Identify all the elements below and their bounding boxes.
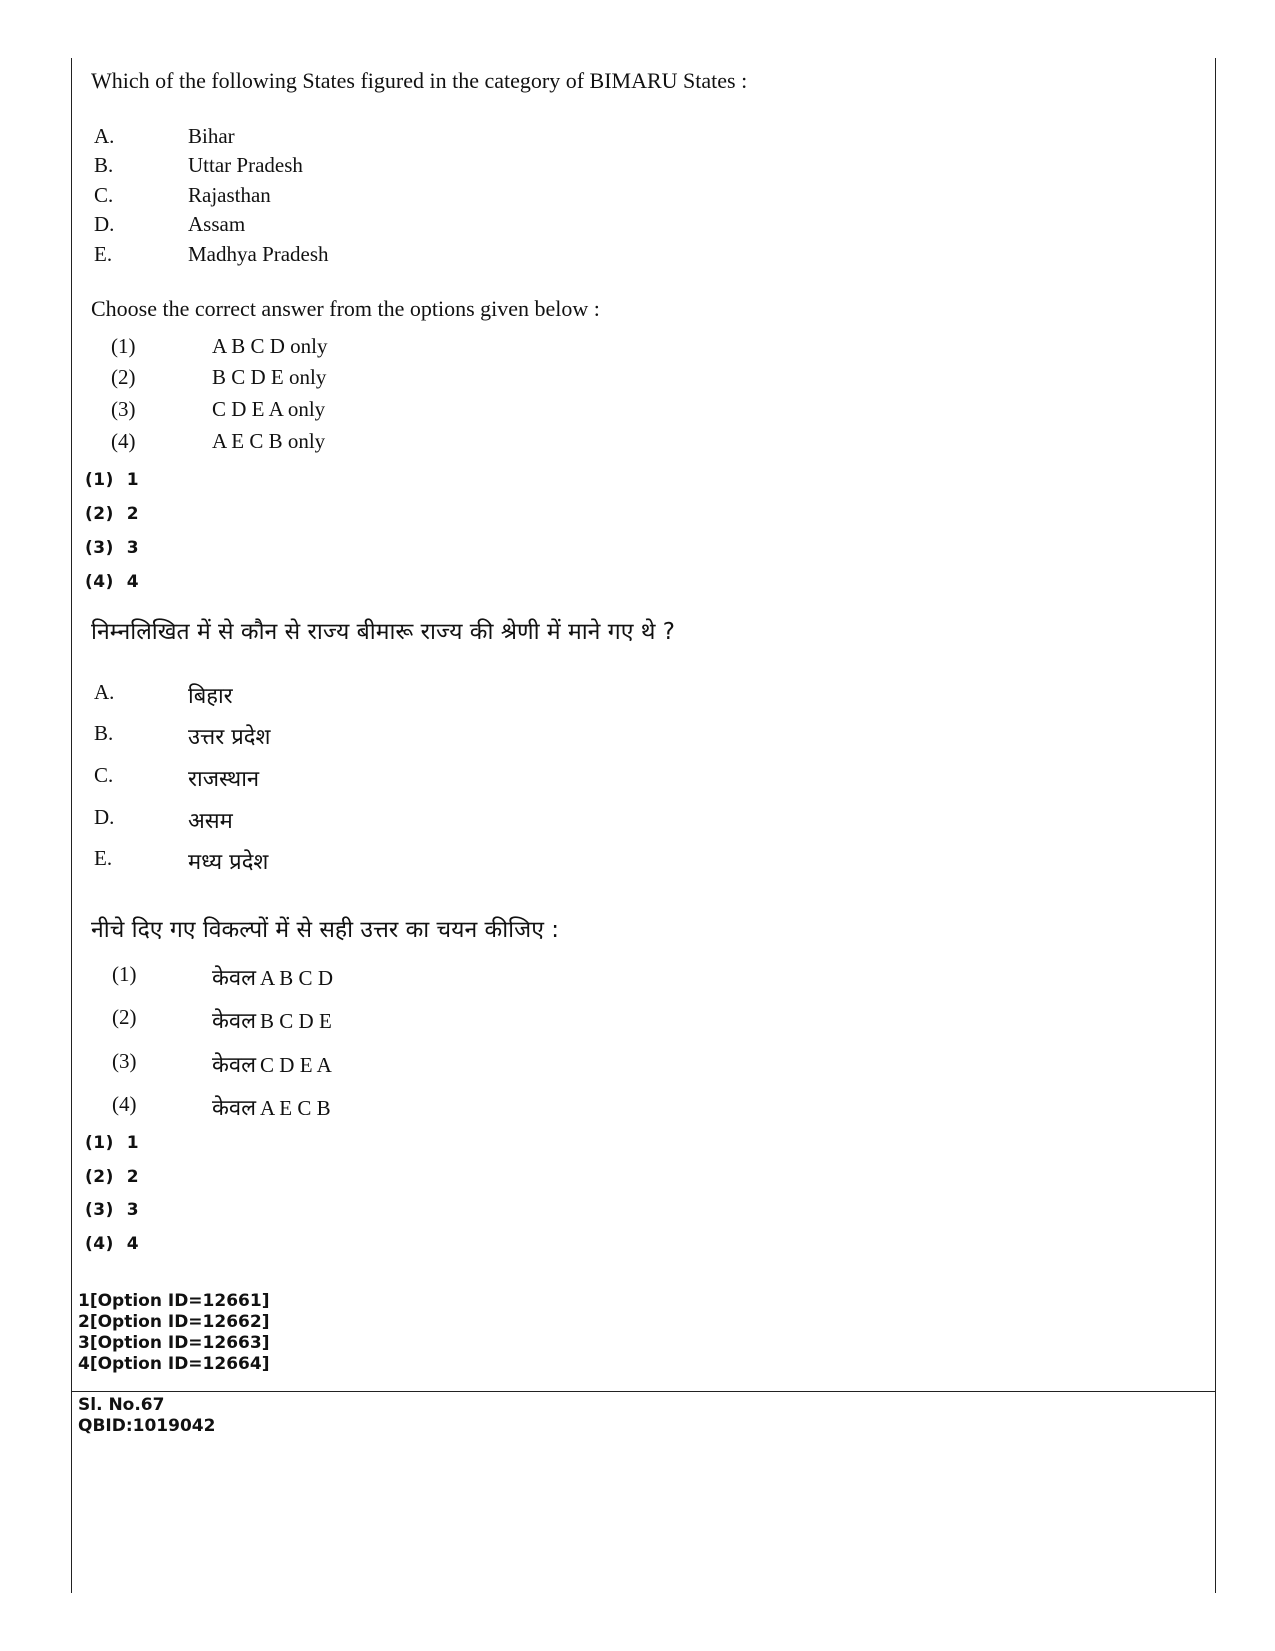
- question-text-hindi: निम्नलिखित में से कौन से राज्य बीमारू राज्य की श्रेणी में माने गए थे ?: [91, 619, 675, 645]
- answer-value: 4: [126, 1234, 140, 1254]
- statement-label: E.: [94, 242, 113, 266]
- statement-text: Uttar Pradesh: [188, 153, 303, 177]
- choice-text: A E C B only: [212, 429, 326, 453]
- statement-text: Bihar: [188, 124, 235, 148]
- choice-text: C D E A only: [212, 397, 326, 421]
- answer-value: 3: [126, 1200, 140, 1220]
- statement-text: बिहार: [188, 684, 233, 709]
- choice-text: B C D E only: [212, 365, 327, 389]
- choice-number: (2): [111, 365, 136, 389]
- choice-text: [212, 962, 333, 992]
- answer-option[interactable]: [85, 470, 139, 490]
- answer-number: (3): [85, 538, 114, 558]
- answer-number: (3): [85, 1200, 114, 1220]
- choice-text: [212, 1049, 332, 1079]
- choice-number: (1): [112, 962, 137, 986]
- choice-letters: C D E A: [260, 1053, 332, 1077]
- answer-option[interactable]: [85, 1133, 139, 1153]
- answer-number: (4): [85, 1234, 114, 1254]
- choice-number: (3): [111, 397, 136, 421]
- instruction-hindi: नीचे दिए गए विकल्पों में से सही उत्तर का चयन कीजिए :: [91, 917, 559, 943]
- choice-letters: A E C B: [260, 1096, 331, 1120]
- choice-prefix: केवल: [212, 1053, 257, 1078]
- statement-text: मध्य प्रदेश: [188, 850, 269, 875]
- answer-value: 2: [126, 1167, 140, 1187]
- answer-value: 1: [126, 470, 140, 490]
- answer-option[interactable]: [85, 1234, 139, 1254]
- choice-prefix: केवल: [212, 1009, 257, 1034]
- choice-number: (1): [111, 334, 136, 358]
- choice-text: [212, 1092, 331, 1122]
- choice-number: (4): [112, 1092, 137, 1116]
- next-question-header: [78, 1395, 215, 1437]
- statement-label: B.: [94, 153, 114, 177]
- choice-prefix: केवल: [212, 1096, 257, 1121]
- statement-text: राजस्थान: [188, 767, 260, 792]
- choice-number: (3): [112, 1049, 137, 1073]
- answer-number: (2): [85, 504, 114, 524]
- choice-text: A B C D only: [212, 334, 328, 358]
- choice-number: (4): [111, 429, 136, 453]
- answer-option[interactable]: [85, 572, 139, 592]
- left-border: [71, 58, 72, 1593]
- answer-option[interactable]: [85, 504, 139, 524]
- choice-text: [212, 1005, 332, 1035]
- statement-label: C.: [94, 763, 114, 787]
- choice-letters: B C D E: [260, 1009, 332, 1033]
- statement-text: Rajasthan: [188, 183, 271, 207]
- answer-option[interactable]: [85, 538, 139, 558]
- option-id-line: 1[Option ID=12661]: [78, 1291, 270, 1311]
- answer-value: 4: [126, 572, 140, 592]
- statement-label: C.: [94, 183, 114, 207]
- statement-label: D.: [94, 212, 115, 236]
- answer-option[interactable]: [85, 1200, 139, 1220]
- statement-text: Assam: [188, 212, 246, 236]
- right-border: [1215, 58, 1216, 1593]
- choice-number: (2): [112, 1005, 137, 1029]
- statement-text: असम: [188, 809, 233, 834]
- statement-text: Madhya Pradesh: [188, 242, 329, 266]
- instruction-english: Choose the correct answer from the options given below :: [91, 296, 600, 321]
- answer-value: 3: [126, 538, 140, 558]
- statement-label: B.: [94, 721, 114, 745]
- option-id-line: 3[Option ID=12663]: [78, 1333, 270, 1353]
- choice-letters: A B C D: [260, 966, 333, 990]
- choice-prefix: केवल: [212, 966, 257, 991]
- statement-label: A.: [94, 124, 115, 148]
- statement-label: A.: [94, 680, 115, 704]
- answer-value: 1: [126, 1133, 140, 1153]
- option-ids: [78, 1291, 269, 1375]
- answer-value: 2: [126, 504, 140, 524]
- question-divider: [71, 1391, 1216, 1392]
- answer-number: (1): [85, 470, 114, 490]
- serial-number: Sl. No.67: [78, 1395, 165, 1415]
- statement-label: E.: [94, 846, 113, 870]
- option-id-line: 4[Option ID=12664]: [78, 1354, 270, 1374]
- answer-number: (2): [85, 1167, 114, 1187]
- statement-label: D.: [94, 805, 115, 829]
- answer-option[interactable]: [85, 1167, 139, 1187]
- answer-number: (1): [85, 1133, 114, 1153]
- option-id-line: 2[Option ID=12662]: [78, 1312, 270, 1332]
- question-text-english: Which of the following States figured in the category of BIMARU States :: [91, 68, 748, 93]
- statement-text: उत्तर प्रदेश: [188, 725, 271, 750]
- question-bank-id: QBID:1019042: [78, 1416, 216, 1436]
- answer-number: (4): [85, 572, 114, 592]
